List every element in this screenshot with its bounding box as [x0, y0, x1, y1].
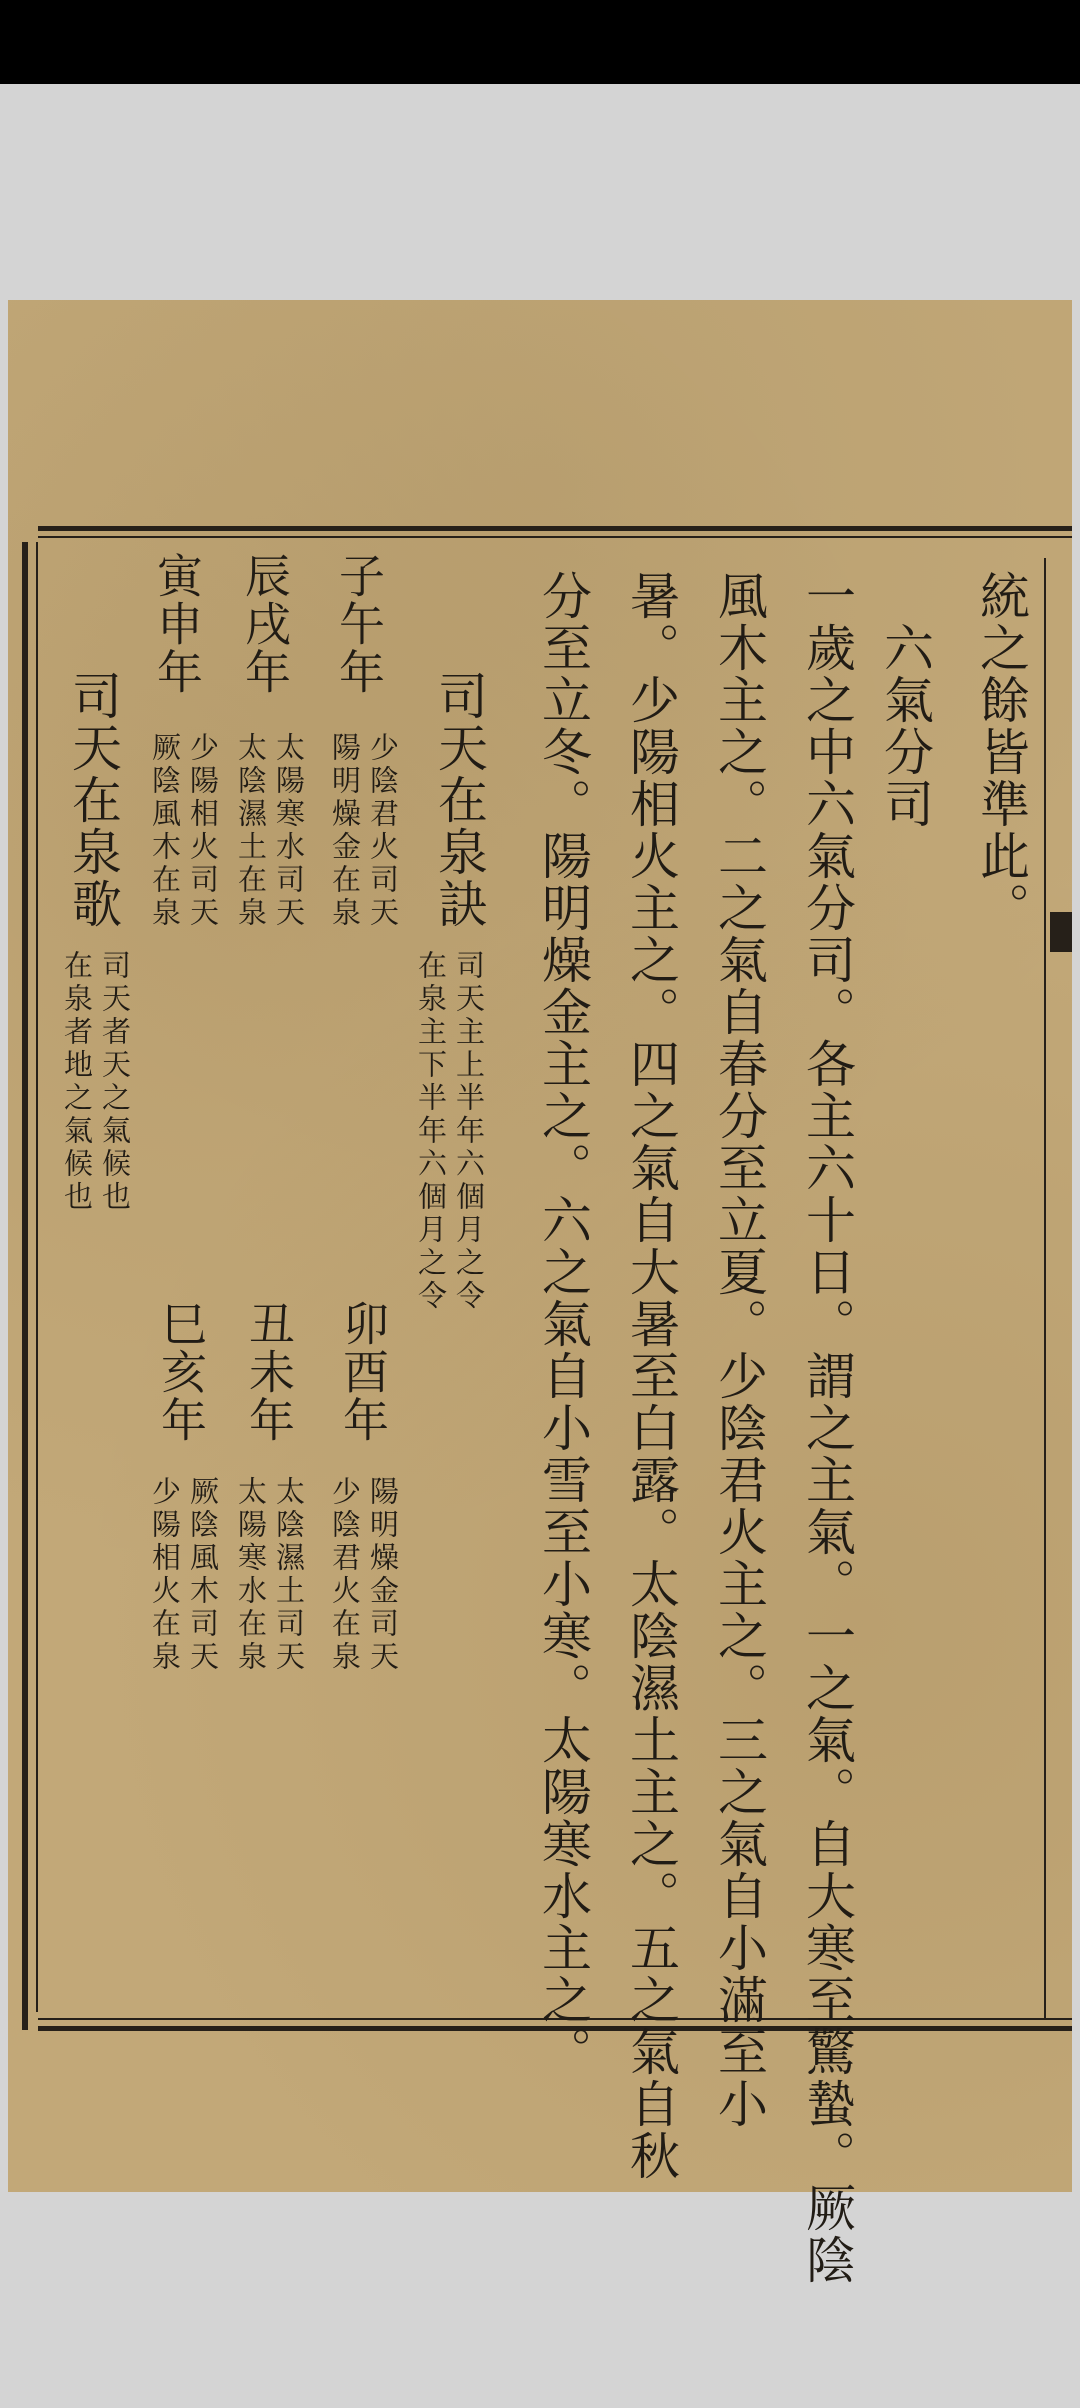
year-label-chen-xu: 辰戌年: [238, 552, 292, 696]
year-label-mao-you: 卯酉年: [336, 1300, 390, 1444]
year-note-right: 少陽相火司天: [186, 732, 220, 930]
year-note-right: 太陽寒水司天: [272, 732, 306, 930]
year-note-left: 太陰濕土在泉: [234, 732, 268, 930]
year-label-yin-shen: 寅申年: [150, 552, 204, 696]
left-border-rule: [22, 542, 28, 2030]
year-entry-yin-shen: [148, 732, 220, 930]
text-column-6: 分至立冬。陽明燥金主之。六之氣自小雪至小寒。太陽寒水主之。: [534, 570, 592, 2078]
text-column-2: 六氣分司: [876, 622, 934, 830]
year-note-right: 厥陰風木司天: [186, 1476, 220, 1674]
year-label-chou-wei: 丑未年: [242, 1300, 296, 1444]
year-note-left: 少陽相火在泉: [148, 1476, 182, 1674]
year-entry-mao-you: [328, 1476, 400, 1674]
text-column-1: 統之餘皆準此。: [972, 570, 1030, 934]
year-note-left: 陽明燥金在泉: [328, 732, 362, 930]
text-column-3: 一歲之中六氣分司。各主六十日。謂之主氣。一之氣。自大寒至驚蟄。厥陰: [798, 570, 856, 2286]
heading-note-right: 司天主上半年六個月之令: [452, 950, 486, 1313]
top-border-rule: [38, 526, 1072, 531]
year-note-right: 少陰君火司天: [366, 732, 400, 930]
heading-note-left: 在泉主下半年六個月之令: [414, 950, 448, 1313]
year-note-right: 太陰濕土司天: [272, 1476, 306, 1674]
year-note-left: 少陰君火在泉: [328, 1476, 362, 1674]
year-entry-si-hai: [148, 1476, 220, 1674]
section-heading-sitian-zaiquan-jue: 司天在泉訣: [430, 670, 488, 930]
text-column-5: 暑。少陽相火主之。四之氣自大暑至白露。太陰濕土主之。五之氣自秋: [622, 570, 680, 2182]
left-border-inner-rule: [36, 542, 38, 2012]
section-heading-sitian-zaiquan-ge: 司天在泉歌: [64, 670, 122, 930]
status-bar: [0, 0, 1080, 84]
year-label-zi-wu: 子午年: [332, 552, 386, 696]
right-border-rule: [1044, 558, 1046, 2018]
song-note-right: 司天者天之氣候也: [98, 950, 132, 1214]
side-tab-mark: [1050, 912, 1072, 952]
year-entry-chou-wei: [234, 1476, 306, 1674]
year-note-left: 太陽寒水在泉: [234, 1476, 268, 1674]
book-page: [8, 300, 1072, 2286]
heading-note: [414, 950, 486, 1313]
year-entry-chen-xu: [234, 732, 306, 930]
song-note: [60, 950, 132, 1214]
top-border-inner-rule: [38, 536, 1072, 538]
year-note-left: 厥陰風木在泉: [148, 732, 182, 930]
year-entry-zi-wu: [328, 732, 400, 930]
year-note-right: 陽明燥金司天: [366, 1476, 400, 1674]
song-note-left: 在泉者地之氣候也: [60, 950, 94, 1214]
year-label-si-hai: 巳亥年: [154, 1300, 208, 1444]
text-column-4: 風木主之。二之氣自春分至立夏。少陰君火主之。三之氣自小滿至小: [710, 570, 768, 2130]
